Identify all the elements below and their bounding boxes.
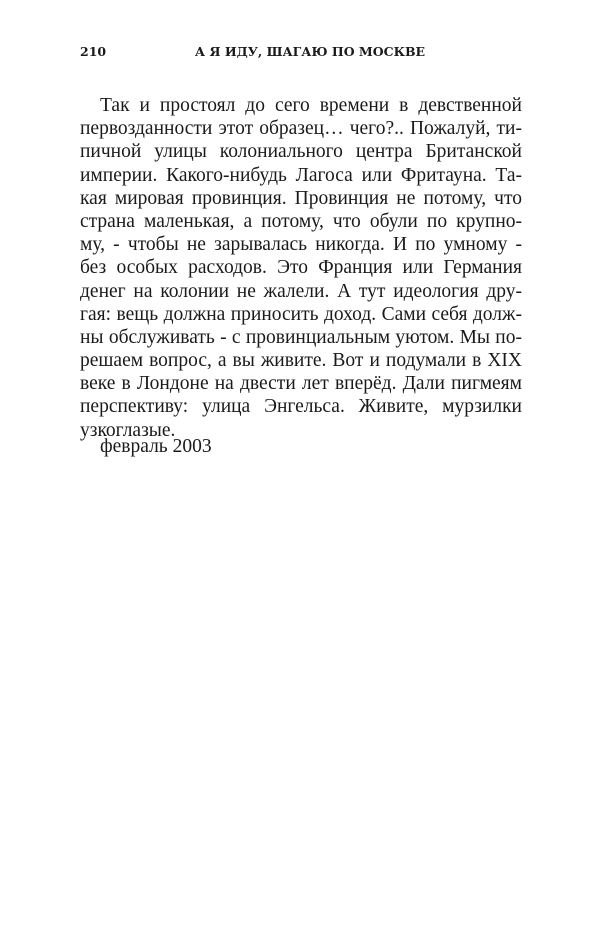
text-line: пичной улицы колониального центра Британской xyxy=(80,141,522,163)
text-line: перспективу: улица Энгельса. Живите, мурзилки xyxy=(80,396,522,418)
text-line: первозданности этот образец… чего?.. Пожалуй, ти- xyxy=(80,118,522,140)
text-line: кая мировая провинция. Провинция не потому, что xyxy=(80,187,522,209)
text-line: узкоглазые. xyxy=(80,419,176,441)
text-line: веке в Лондоне на двести лет вперёд. Дали пигмеям xyxy=(80,373,522,395)
text-line: решаем вопрос, а вы живите. Вот и подумали в XIX xyxy=(80,350,522,372)
text-line: гая: вещь должна приносить доход. Сами себя долж- xyxy=(80,303,522,325)
text-line: денег на колонии не жалели. А тут идеология дру- xyxy=(80,280,522,302)
page-number: 210 xyxy=(80,44,107,59)
text-line: без особых расходов. Это Франция или Германия xyxy=(80,257,522,279)
running-header xyxy=(80,44,522,64)
text-line: му, - чтобы не зарывалась никогда. И по умному - xyxy=(80,234,522,256)
text-line: страна маленькая, а потому, что обули по крупно- xyxy=(80,210,522,232)
text-line: империи. Какого-нибудь Лагоса или Фритауна. Та- xyxy=(80,164,522,186)
text-line: ны обслуживать - с провинциальным уютом. Мы по- xyxy=(80,326,522,348)
running-title: А Я ИДУ, ШАГАЮ ПО МОСКВЕ xyxy=(194,44,426,59)
date-signature: февраль 2003 xyxy=(100,436,212,457)
text-line: Так и простоял до сего времени в девственной xyxy=(100,95,522,116)
paragraph xyxy=(80,94,522,442)
